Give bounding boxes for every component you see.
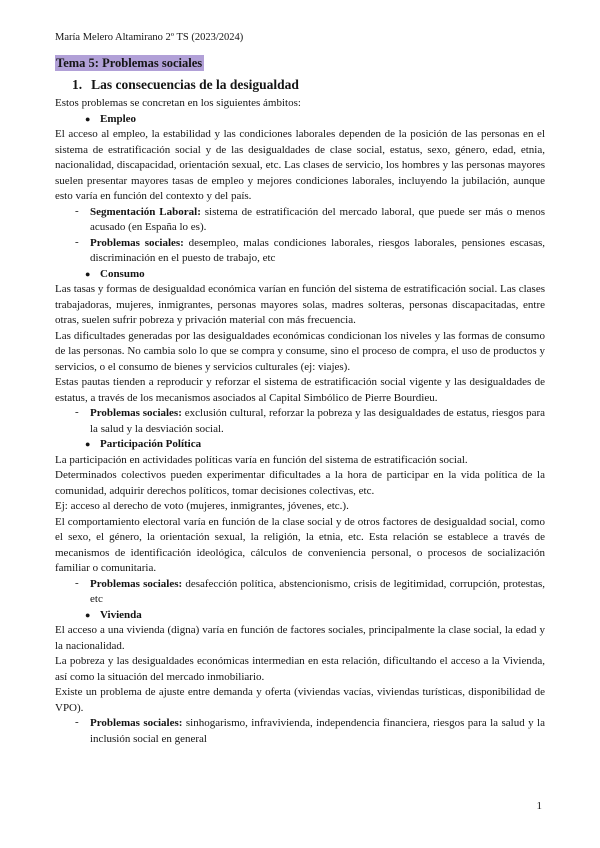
bullet-icon: ● [85,609,91,620]
bullet-icon: ● [85,268,91,279]
section-heading [72,76,545,93]
dash-list-item [75,406,545,437]
dash-item-lead: Problemas sociales: [90,407,182,419]
bullet-item-label: Consumo [100,267,145,280]
page-number: 1 [536,800,542,812]
body-paragraph: La participación en actividades políticas varía en función del sistema de estratificación social. [55,453,468,466]
body-paragraph: Ej: acceso al derecho de voto (mujeres, inmigrantes, jóvenes, etc.). [55,500,349,512]
bullet-list-item [55,437,545,453]
dash-item-text: exclusión cultural, reforzar la pobreza y las desigualdades de estatus, riesgos para la salud y la desviación social. [90,407,545,435]
dash-icon: - [75,716,79,728]
dash-list-item [75,204,545,236]
body-paragraph: Determinados colectivos pueden experimentar dificultades a la hora de participar en la vida política de la comunidad, adquirir derechos políticos, tomar decisiones colectivas, etc. [55,469,545,497]
body-paragraph: El acceso a una vivienda (digna) varía en función de factores sociales, principalmente la clase social, la edad y la nacionalidad. [55,624,545,652]
dash-item-lead: Segmentación Laboral: [90,205,201,218]
body-paragraph: El comportamiento electoral varía en función de la clase social y de otros factores de desigualdad social, como el sexo, el género, la orientación sexual, la religión, la etnia, etc. Esta relación se establece a través de mecanismos de identificación ideológica, cálculos de conveniencia personal, o procesos de socialización familiar o comunitaria. [55,515,545,574]
document-title-highlight: Tema 5: Problemas sociales [56,56,203,70]
body-paragraph: Las tasas y formas de desigualdad económica varían en función del sistema de estratificación social. Las clases trabajadoras, mujeres, inmigrantes, personas mayores solas, madres solteras, personas discapacitadas, entre otras, suelen sufrir pobreza y privación material con más frecuencia. [55,283,545,326]
bullet-list-item [55,608,545,624]
dash-item-lead: Problemas sociales: [90,717,183,729]
bullet-list-item [55,267,545,283]
bullet-item-label: Empleo [100,112,137,125]
bullet-icon: ● [85,113,91,124]
dash-icon: - [75,235,79,248]
bullet-icon: ● [85,439,91,449]
dash-item-lead: Problemas sociales: [90,577,183,590]
dash-icon: - [75,204,79,217]
dash-list-item [75,576,545,608]
body-paragraph: El acceso al empleo, la estabilidad y las condiciones laborales dependen de la posición de las personas en el sistema de estratificación social y de las desigualdades de clase social, estatus, sexo, género, edad, etnia, nacionalidad, discapacidad, orientación sexual, etc. Las clases de servicio, los hombres y las personas mayores suelen presentar mayores tasas de empleo y mejores condiciones laborales, incluyendo la jubilación, aunque esto varía en función del contexto y del país. [55,128,545,202]
dash-item-text: sistema de estratificación del mercado laboral, que puede ser más o menos acusado (en España lo es). [90,205,545,233]
bullet-item-label: Vivienda [100,608,142,621]
dash-item-text: sinhogarismo, infravivienda, independencia financiera, riesgos para la salud y la inclusión social en general [90,717,545,745]
body-paragraph: Estas pautas tienden a reproducir y reforzar el sistema de estratificación social vigente y las desigualdades de estatus, a través de los mecanismos asociados al Capital Simbólico de Pierre Bourdieu. [55,376,545,404]
body-paragraph: Existe un problema de ajuste entre demanda y oferta (viviendas vacías, viviendas turísticas, disponibilidad de VPO). [55,686,545,714]
body-paragraph: La pobreza y las desigualdades económicas intermedian en esta relación, dificultando el acceso a la Vivienda, así como la situación del mercado inmobiliario. [55,655,545,683]
dash-item-text: desafección política, abstencionismo, crisis de legitimidad, corrupción, protestas, etc [90,577,545,605]
bullet-item-label: Participación Política [100,438,202,450]
dash-icon: - [75,576,79,589]
dash-icon: - [75,406,79,418]
document-author-header: María Melero Altamirano 2º TS (2023/2024) [55,32,244,43]
dash-item-lead: Problemas sociales: [90,236,184,249]
document-title [55,55,545,71]
body-paragraph: Las dificultades generadas por las desigualdades económicas condicionan los niveles y las formas de consumo de las personas. No cambia solo lo que se compra y consume, sino el proceso de compra, el uso de productos y servicios, o el consumo de bienes y servicios culturales (ej: viajes). [55,329,545,373]
document-body [55,112,545,748]
intro-paragraph: Estos problemas se concretan en los siguientes ámbitos: [55,97,301,109]
dash-list-item [75,235,546,267]
dash-item-text: desempleo, malas condiciones laborales, riesgos laborales, pensiones escasas, discriminación en el puesto de trabajo, etc [90,236,546,264]
section-heading-text: Las consecuencias de la desigualdad [91,77,299,92]
dash-list-item [75,716,545,747]
section-heading-number: 1. [72,77,83,92]
bullet-list-item [55,112,545,128]
